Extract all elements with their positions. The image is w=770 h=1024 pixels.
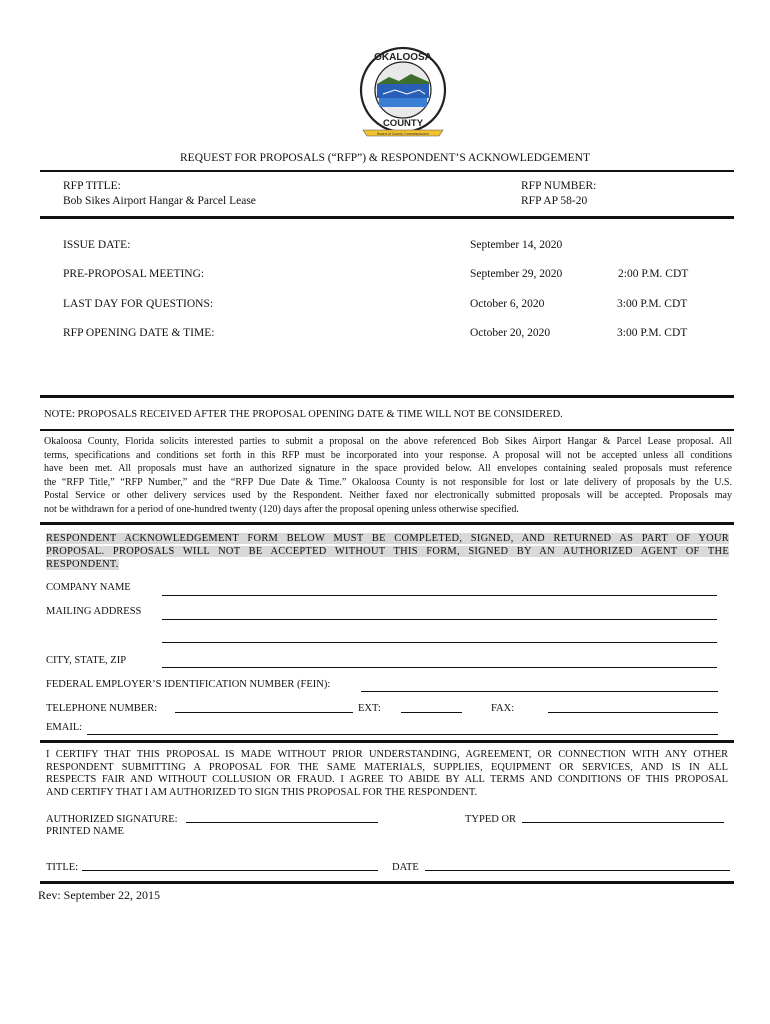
- schedule-date: September 14, 2020: [470, 239, 563, 251]
- acknowledgement-line: RESPONDENT ACKNOWLEDGEMENT FORM BELOW MUST BE COMPLETED, SIGNED, AND RETURNED AS PART OF YOUR: [46, 533, 729, 544]
- acknowledgement-notice: [46, 532, 729, 571]
- telephone-field[interactable]: [175, 712, 353, 713]
- certification-line: RESPECTS FAIR AND WITHOUT COLLUSION OR FRAUD. I AGREE TO ABIDE BY ALL TERMS AND CONDITIONS OF THIS PROPOSAL: [46, 774, 728, 786]
- paragraph-line: Postal Service or other delivery services used by the Respondent. Neither faxed nor electronically submitted proposals will be accepted. Proposals may: [44, 490, 732, 502]
- solicitation-paragraph: [44, 435, 732, 517]
- paragraph-line: have been met. All proposals must have an authorized signature in the space provided below. All envelopes containing sealed proposals must reference: [44, 463, 732, 475]
- revision-date: Rev: September 22, 2015: [38, 888, 160, 902]
- divider: [40, 170, 734, 172]
- mailing-address-field[interactable]: [162, 619, 717, 620]
- schedule-label: RFP OPENING DATE & TIME:: [63, 327, 215, 339]
- mailing-address-field-line2[interactable]: [162, 642, 717, 643]
- seal-ribbon-text: Board of County Commissioners: [377, 132, 429, 136]
- certification-line: AND CERTIFY THAT I AM AUTHORIZED TO SIGN THIS PROPOSAL FOR THE RESPONDENT.: [46, 786, 478, 798]
- seal-top-text: OKALOOSA: [374, 52, 432, 63]
- schedule-time: 2:00 P.M. CDT: [618, 268, 689, 280]
- fax-label: FAX:: [491, 703, 515, 714]
- acknowledgement-line: RESPONDENT.: [46, 559, 119, 570]
- telephone-label: TELEPHONE NUMBER:: [46, 703, 158, 714]
- company-name-label: COMPANY NAME: [46, 582, 131, 593]
- county-seal-logo: [355, 44, 451, 140]
- date-field[interactable]: [425, 870, 730, 871]
- date-label: DATE: [392, 862, 419, 873]
- fein-field[interactable]: [361, 691, 718, 692]
- schedule-date: September 29, 2020: [470, 268, 563, 280]
- divider: [40, 881, 734, 884]
- printed-name-label: PRINTED NAME: [46, 826, 124, 837]
- city-state-zip-field[interactable]: [162, 667, 717, 668]
- fein-label: FEDERAL EMPLOYER’S IDENTIFICATION NUMBER (FEIN):: [46, 679, 331, 690]
- divider: [40, 395, 734, 398]
- rfp-title-label: RFP TITLE:: [63, 180, 121, 192]
- seal-bottom-text: COUNTY: [382, 118, 424, 129]
- divider: [40, 429, 734, 431]
- ext-field[interactable]: [401, 712, 462, 713]
- divider: [40, 216, 734, 219]
- divider: [40, 740, 734, 743]
- schedule-time: 3:00 P.M. CDT: [617, 327, 688, 339]
- schedule-label: PRE-PROPOSAL MEETING:: [63, 268, 205, 280]
- rfp-number-label: RFP NUMBER:: [521, 180, 597, 192]
- seal-graphic: [355, 44, 451, 140]
- fax-field[interactable]: [548, 712, 718, 713]
- typed-printed-name-field[interactable]: [522, 822, 724, 823]
- certification-line: I CERTIFY THAT THIS PROPOSAL IS MADE WITHOUT PRIOR UNDERSTANDING, AGREEMENT, OR CONNECTION WITH ANY OTHER: [46, 749, 728, 760]
- schedule-label: ISSUE DATE:: [63, 239, 131, 251]
- title-label: TITLE:: [46, 862, 79, 873]
- paragraph-line: terms, specifications and conditions set forth in this RFP must be incorporated into your response. A proposal will not be accepted unless all conditions: [44, 449, 732, 461]
- authorized-signature-label: AUTHORIZED SIGNATURE:: [46, 814, 178, 825]
- ext-label: EXT:: [358, 703, 381, 714]
- title-field[interactable]: [82, 870, 378, 871]
- divider: [40, 522, 734, 525]
- email-field[interactable]: [87, 734, 718, 735]
- certification-line: RESPONDENT SUBMITTING A PROPOSAL FOR THE SAME MATERIALS, SUPPLIES, EQUIPMENT OR SERVICES, AND IS IN ALL: [46, 761, 728, 773]
- schedule-time: 3:00 P.M. CDT: [617, 298, 688, 310]
- company-name-field[interactable]: [162, 595, 717, 596]
- rfp-number-value: RFP AP 58-20: [521, 195, 588, 207]
- paragraph-line: the “RFP Title,” “RFP Number,” and the “RFP Due Date & Time.” Okaloosa County is not responsible for lost or late delivery of proposals by the U.S.: [44, 476, 732, 488]
- city-state-zip-label: CITY, STATE, ZIP: [46, 655, 127, 666]
- certification-paragraph: [46, 749, 728, 799]
- acknowledgement-line: PROPOSAL. PROPOSALS WILL NOT BE ACCEPTED WITHOUT THIS FORM, SIGNED BY AN AUTHORIZED AGENT OF THE: [46, 546, 729, 557]
- form-title: REQUEST FOR PROPOSALS (“RFP”) & RESPONDENT’S ACKNOWLEDGEMENT: [180, 152, 590, 164]
- typed-or-label: TYPED OR: [465, 814, 517, 825]
- late-proposal-note: NOTE: PROPOSALS RECEIVED AFTER THE PROPOSAL OPENING DATE & TIME WILL NOT BE CONSIDERED.: [44, 409, 563, 420]
- schedule-label: LAST DAY FOR QUESTIONS:: [63, 298, 214, 310]
- paragraph-line: Okaloosa County, Florida solicits interested parties to submit a proposal on the above referenced Bob Sikes Airport Hangar & Parcel Lease proposal. All: [44, 436, 732, 447]
- schedule-date: October 6, 2020: [470, 298, 545, 310]
- email-label: EMAIL:: [46, 722, 83, 733]
- paragraph-line: not be withdrawn for a period of one-hundred twenty (120) days after the proposal opening unless otherwise specified.: [44, 503, 519, 515]
- authorized-signature-field[interactable]: [186, 822, 378, 823]
- rfp-title-value: Bob Sikes Airport Hangar & Parcel Lease: [63, 195, 256, 207]
- mailing-address-label: MAILING ADDRESS: [46, 606, 142, 617]
- schedule-date: October 20, 2020: [470, 327, 551, 339]
